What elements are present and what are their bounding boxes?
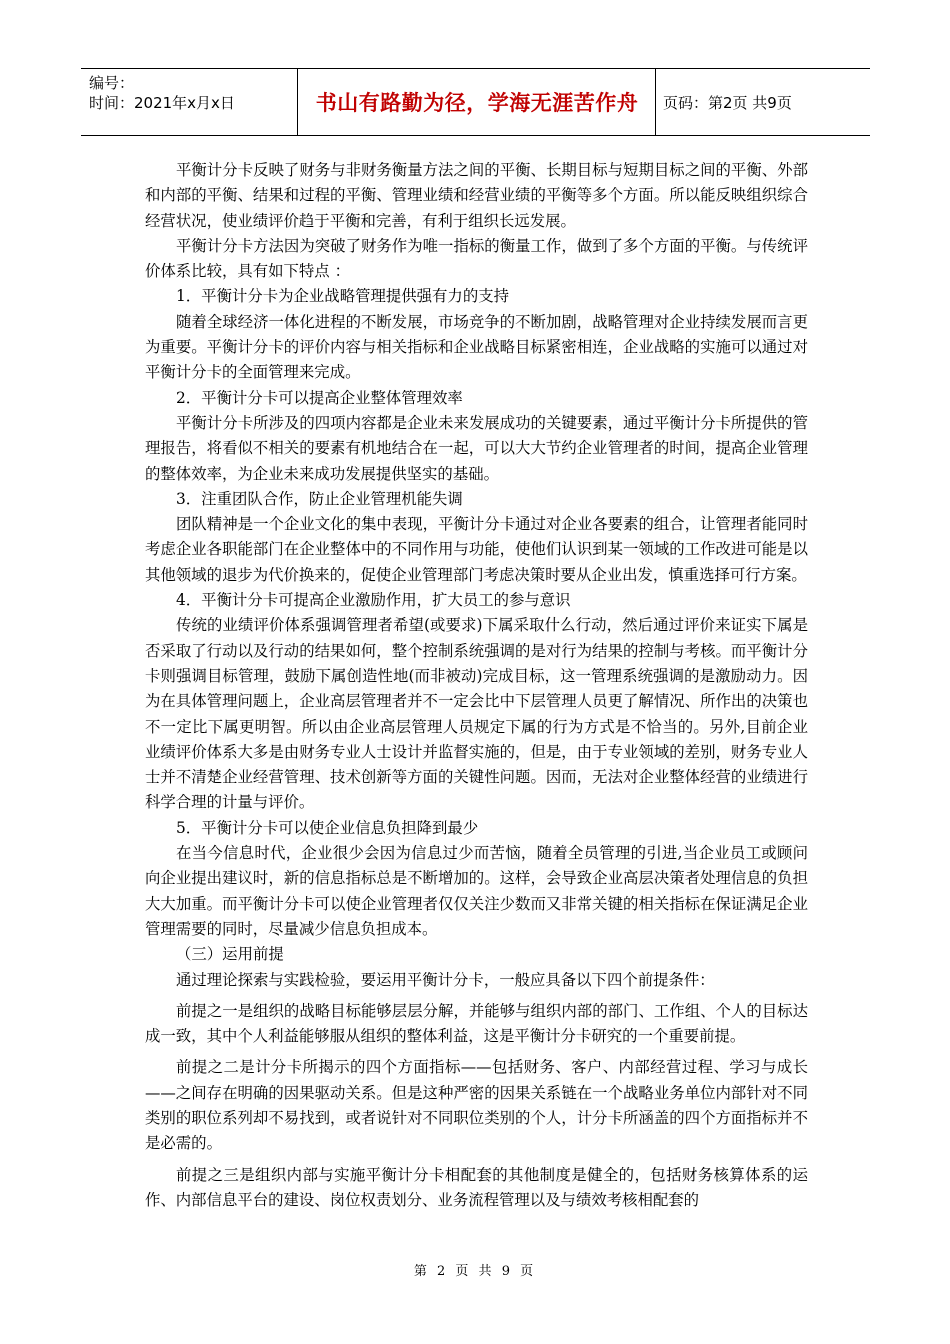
paragraph: 前提之三是组织内部与实施平衡计分卡相配套的其他制度是健全的，包括财务核算体系的运作、内部信息平台的建设、岗位权责划分、业务流程管理以及与绩效考核相配套的 bbox=[145, 1165, 808, 1209]
paragraph: 平衡计分卡反映了财务与非财务衡量方法之间的平衡、长期目标与短期目标之间的平衡、外部和内部的平衡、结果和过程的平衡、管理业绩和经营业绩的平衡等多个方面。所以能反映组织综合经营状况，使业绩评价趋于平衡和完善，有利于组织长远发展。 bbox=[145, 161, 808, 230]
header-divider bbox=[297, 69, 298, 135]
section-heading: 5．平衡计分卡可以使企业信息负担降到最少 bbox=[176, 818, 479, 837]
paragraph: 团队精神是一个企业文化的集中表现，平衡计分卡通过对企业各要素的组合，让管理者能同时考虑企业各职能部门在企业整体中的不同作用与功能，使他们认识到某一领域的工作改进可能是以其他领域的退步为代价换来的，促使企业管理部门考虑决策时要从企业出发，慎重选择可行方案。 bbox=[145, 515, 808, 584]
header-page-number: 页码：第2页 共9页 bbox=[663, 93, 792, 112]
page-footer: 第 2 页 共 9 页 bbox=[413, 1264, 537, 1279]
document-date: 时间：2021年x月x日 bbox=[89, 94, 235, 112]
document-body bbox=[145, 158, 808, 1213]
header-motto: 书山有路勤为径，学海无涯苦作舟 bbox=[315, 91, 639, 115]
paragraph: 前提之二是计分卡所揭示的四个方面指标——包括财务、客户、内部经营过程、学习与成长——之间存在明确的因果驱动关系。但是这种严密的因果关系链在一个战略业务单位内部针对不同类别的职位系列却不易找到，或者说针对不同职位类别的个人，计分卡所涵盖的四个方面指标并不是必需的。 bbox=[145, 1058, 808, 1153]
paragraph: 传统的业绩评价体系强调管理者希望(或要求)下属采取什么行动，然后通过评价来证实下属是否采取了行动以及行动的结果如何，整个控制系统强调的是对行为结果的控制与考核。而平衡计分卡则强调目标管理，鼓励下属创造性地(而非被动)完成目标，这一管理系统强调的是激励动力。因为在具体管理问题上，企业高层管理者并不一定会比中下层管理人员更了解情况、所作出的决策也不一定比下属更明智。所以由企业高层管理人员规定下属的行为方式是不恰当的。另外,目前企业业绩评价体系大多是由财务专业人士设计并监督实施的，但是，由于专业领域的差别，财务专业人士并不清楚企业经营管理、技术创新等方面的关键性问题。因而，无法对企业整体经营的业绩进行科学合理的计量与评价。 bbox=[145, 616, 808, 812]
section-heading: 3．注重团队合作，防止企业管理机能失调 bbox=[176, 489, 463, 508]
section-heading: 1．平衡计分卡为企业战略管理提供强有力的支持 bbox=[176, 287, 509, 306]
paragraph: 通过理论探索与实践检验，要运用平衡计分卡，一般应具备以下四个前提条件： bbox=[176, 970, 715, 989]
section-heading: 4．平衡计分卡可提高企业激励作用，扩大员工的参与意识 bbox=[176, 591, 571, 610]
paragraph: 在当今信息时代，企业很少会因为信息过少而苦恼，随着全员管理的引进,当企业员工或顾问向企业提出建议时，新的信息指标总是不断增加的。这样，会导致企业高层决策者处理信息的负担大大加重。而平衡计分卡可以使企业管理者仅仅关注少数而又非常关键的相关指标在保证满足企业管理需要的同时，尽量减少信息负担成本。 bbox=[145, 844, 808, 938]
paragraph: 平衡计分卡所涉及的四项内容都是企业未来发展成功的关键要素，通过平衡计分卡所提供的管理报告，将看似不相关的要素有机地结合在一起，可以大大节约企业管理者的时间，提高企业管理的整体效率，为企业未来成功发展提供坚实的基础。 bbox=[145, 413, 808, 483]
paragraph: 平衡计分卡方法因为突破了财务作为唯一指标的衡量工作，做到了多个方面的平衡。与传统评价体系比较，具有如下特点 ： bbox=[145, 236, 808, 281]
document-number-label: 编号： bbox=[89, 74, 135, 92]
section-heading: （三）运用前提 bbox=[176, 945, 284, 964]
paragraph: 随着全球经济一体化进程的不断发展，市场竞争的不断加剧，战略管理对企业持续发展而言更为重要。平衡计分卡的评价内容与相关指标和企业战略目标紧密相连，企业战略的实施可以通过对平衡计分卡的全面管理来完成。 bbox=[145, 312, 808, 382]
header-divider bbox=[655, 69, 656, 135]
paragraph: 前提之一是组织的战略目标能够层层分解，并能够与组织内部的部门、工作组、个人的目标达成一致，其中个人利益能够服从组织的整体利益，这是平衡计分卡研究的一个重要前提。 bbox=[145, 1001, 808, 1046]
page-header bbox=[81, 68, 870, 136]
header-meta bbox=[89, 73, 294, 131]
section-heading: 2．平衡计分卡可以提高企业整体管理效率 bbox=[176, 388, 463, 407]
